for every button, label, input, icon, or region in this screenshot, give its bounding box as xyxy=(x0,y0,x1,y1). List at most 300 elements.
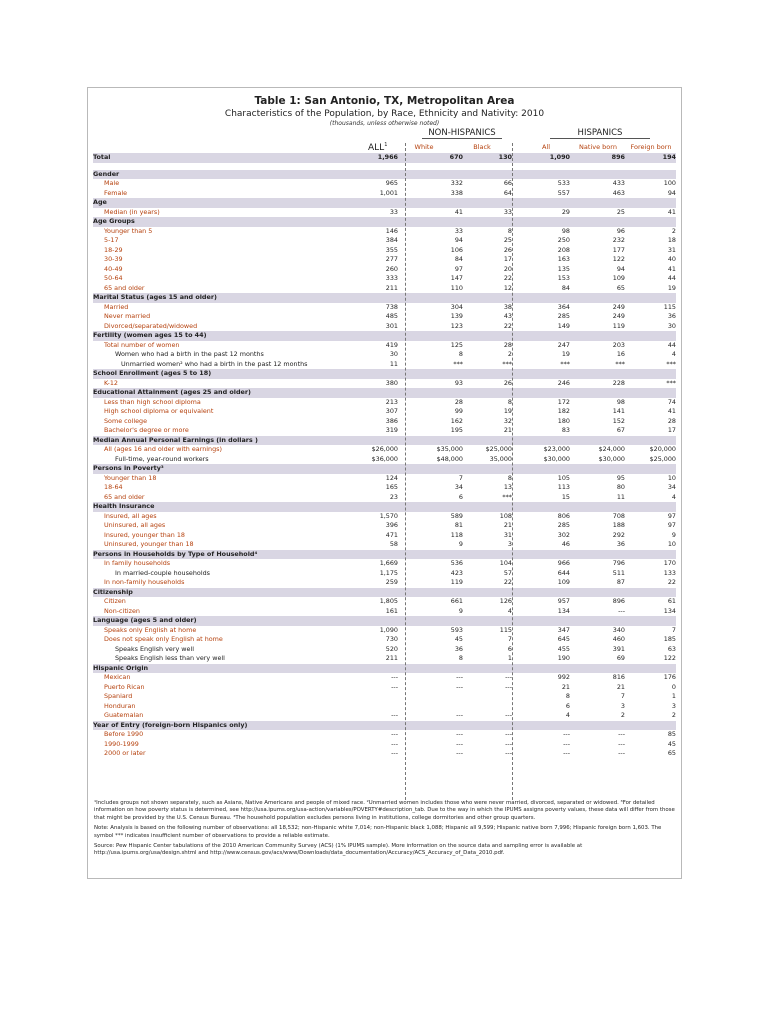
table-cell: 84 xyxy=(561,283,570,292)
table-cell: 520 xyxy=(385,644,398,653)
table-cell: 119 xyxy=(450,578,463,586)
table-cell: 463 xyxy=(612,188,625,197)
table-cell: 2 xyxy=(671,226,676,235)
table-cell xyxy=(625,293,676,303)
table-cell: 188 xyxy=(612,521,625,529)
table-cell: 17 xyxy=(503,255,512,263)
table-cell: 8 xyxy=(458,654,463,662)
table-cell: 46 xyxy=(561,540,570,548)
table-cell: 386 xyxy=(385,416,398,425)
table-cell: 4 xyxy=(671,492,676,501)
document-frame xyxy=(87,87,682,879)
table-cell: 2 xyxy=(507,350,512,358)
table-row xyxy=(93,341,676,351)
row-label: Citizen xyxy=(104,597,126,605)
table-cell: 8 xyxy=(565,692,570,700)
table-row xyxy=(93,360,676,370)
table-row xyxy=(93,246,676,256)
table-cell: 806 xyxy=(557,511,570,520)
table-cell xyxy=(463,388,512,398)
category-label: Age Groups xyxy=(93,217,341,227)
table-cell: --- xyxy=(456,749,463,757)
table-cell: 1,001 xyxy=(379,188,398,197)
table-cell xyxy=(398,198,463,208)
table-cell xyxy=(463,163,512,170)
table-cell: 110 xyxy=(450,283,463,292)
table-row xyxy=(93,208,676,218)
table-cell xyxy=(398,692,463,702)
table-cell: 106 xyxy=(450,245,463,254)
table-cell: 67 xyxy=(616,426,625,434)
table-cell: 44 xyxy=(667,340,676,349)
table-cell xyxy=(341,170,398,180)
table-cell: 285 xyxy=(557,521,570,529)
category-label: Gender xyxy=(93,170,341,180)
table-cell: --- xyxy=(618,739,625,748)
table-cell xyxy=(512,198,570,208)
table-cell: 109 xyxy=(557,578,570,586)
table-cell: 28 xyxy=(503,340,512,349)
table-cell xyxy=(463,331,512,341)
table-cell xyxy=(512,217,570,227)
table-cell xyxy=(625,436,676,446)
table-cell: 34 xyxy=(667,483,676,491)
table-cell: 41 xyxy=(667,264,676,273)
table-cell: $25,000 xyxy=(485,445,512,453)
table-cell: 433 xyxy=(612,179,625,187)
table-cell: --- xyxy=(618,606,625,615)
table-cell: 124 xyxy=(385,473,398,482)
table-cell xyxy=(341,664,398,674)
table-cell xyxy=(463,616,512,626)
table-cell: 8 xyxy=(507,473,512,482)
category-label: Persons in Households by Type of Household⁴ xyxy=(93,550,341,560)
table-row xyxy=(93,227,676,237)
table-cell: 338 xyxy=(450,188,463,197)
category-label: Language (ages 5 and older) xyxy=(93,616,341,626)
table-row xyxy=(93,153,676,163)
table-cell: 63 xyxy=(667,644,676,653)
row-label xyxy=(93,163,341,170)
table-cell: 109 xyxy=(612,274,625,282)
table-row xyxy=(93,711,676,721)
table-cell xyxy=(341,550,398,560)
table-cell: 816 xyxy=(612,673,625,681)
table-cell: 250 xyxy=(557,236,570,244)
table-cell: 896 xyxy=(612,597,625,605)
table-cell xyxy=(512,464,570,474)
table-cell: 122 xyxy=(663,654,676,662)
table-cell xyxy=(463,502,512,512)
table-row xyxy=(93,531,676,541)
table-row xyxy=(93,189,676,199)
table-cell: 118 xyxy=(450,530,463,539)
table-cell: --- xyxy=(391,711,398,719)
table-cell: 40 xyxy=(667,255,676,263)
table-cell: --- xyxy=(456,673,463,681)
category-label: Persons in Poverty³ xyxy=(93,464,341,474)
table-cell: --- xyxy=(618,749,625,757)
table-cell: 347 xyxy=(557,625,570,634)
table-cell: 1,090 xyxy=(512,153,570,163)
table-cell: 16 xyxy=(616,350,625,358)
table-row xyxy=(93,255,676,265)
table-cell: 35,000 xyxy=(489,454,512,463)
table-cell xyxy=(625,388,676,398)
table-cell xyxy=(625,502,676,512)
table-cell: 302 xyxy=(557,530,570,539)
table-cell: 22 xyxy=(503,274,512,282)
table-cell xyxy=(625,170,676,180)
white-header: White xyxy=(414,143,434,151)
category-label: Hispanic Origin xyxy=(93,664,341,674)
category-label: Marital Status (ages 15 and older) xyxy=(93,293,341,303)
table-cell xyxy=(512,388,570,398)
table-cell: 13 xyxy=(503,483,512,491)
row-label: Insured, all ages xyxy=(104,511,157,520)
table-cell: 8 xyxy=(507,397,512,406)
table-cell xyxy=(570,198,625,208)
table-cell: 396 xyxy=(385,521,398,529)
table-cell xyxy=(398,170,463,180)
table-cell: 162 xyxy=(450,416,463,425)
table-cell: 41 xyxy=(667,407,676,415)
table-cell xyxy=(570,170,625,180)
table-cell: 93 xyxy=(454,378,463,387)
row-label: Mexican xyxy=(104,673,131,681)
table-cell xyxy=(570,217,625,227)
table-cell: --- xyxy=(391,739,398,748)
table-cell: 182 xyxy=(557,407,570,415)
table-cell xyxy=(512,664,570,674)
table-cell: 471 xyxy=(385,530,398,539)
table-cell: 113 xyxy=(557,483,570,491)
table-row xyxy=(93,559,676,569)
table-cell: 95 xyxy=(616,473,625,482)
table-cell xyxy=(512,721,570,731)
table-cell: 176 xyxy=(663,673,676,681)
all-header-footnote: 1 xyxy=(384,142,388,148)
table-cell: 65 xyxy=(616,283,625,292)
black-header: Black xyxy=(473,143,491,151)
table-cell: *** xyxy=(560,359,570,368)
table-cell: --- xyxy=(563,730,570,738)
table-cell: 7 xyxy=(458,473,463,482)
table-cell: 6 xyxy=(458,492,463,501)
row-label: Speaks English very well xyxy=(115,644,194,653)
table-cell: 232 xyxy=(612,236,625,244)
hispanic-all-header: All xyxy=(541,143,551,151)
table-cell: 20 xyxy=(503,264,512,273)
table-cell xyxy=(398,331,463,341)
table-cell: 3 xyxy=(620,701,625,710)
table-cell: 163 xyxy=(557,255,570,263)
table-cell: 134 xyxy=(663,606,676,615)
table-cell: 3 xyxy=(507,540,512,548)
table-cell: 64 xyxy=(503,188,512,197)
table-cell: 87 xyxy=(616,578,625,586)
table-cell: 259 xyxy=(385,578,398,586)
table-cell: 153 xyxy=(557,274,570,282)
row-label: Guatemalan xyxy=(104,711,144,719)
category-label: Age xyxy=(93,198,341,208)
table-cell: 957 xyxy=(557,597,570,605)
category-row xyxy=(93,293,676,303)
table-row xyxy=(93,236,676,246)
table-cell: 4 xyxy=(565,711,570,719)
table-row xyxy=(93,692,676,702)
table-cell: 10 xyxy=(667,473,676,482)
row-label: Some college xyxy=(104,416,148,425)
table-cell: 455 xyxy=(557,644,570,653)
table-cell xyxy=(512,502,570,512)
row-label: Unmarried women² who had a birth in the past 12 months xyxy=(121,359,308,368)
table-cell: 533 xyxy=(557,179,570,187)
table-cell: 119 xyxy=(612,321,625,330)
table-cell xyxy=(570,163,625,170)
table-cell: $20,000 xyxy=(649,445,676,453)
row-label: K-12 xyxy=(104,378,118,387)
table-cell: 25 xyxy=(503,236,512,244)
table-row xyxy=(93,740,676,750)
table-cell xyxy=(398,293,463,303)
table-cell xyxy=(512,588,570,598)
table-cell: 355 xyxy=(385,245,398,254)
category-label: Health Insurance xyxy=(93,502,341,512)
table-cell: 170 xyxy=(663,559,676,567)
footnote-observations: Note: Analysis is based on the following number of observations: all 18,532; non-Hispanic white 7,014; non-Hispanic black 1,088; Hispanic all 9,599; Hispanic native born 7,996; Hispanic foreign born 1,603. The symbol *** indicates insufficient number of observations to provide a reliable estimate. xyxy=(94,825,662,839)
table-cell: *** xyxy=(666,359,676,368)
table-cell: 33 xyxy=(503,207,512,216)
table-cell xyxy=(625,369,676,379)
table-cell: 195 xyxy=(450,426,463,434)
category-row xyxy=(93,502,676,512)
native-born-header: Native born xyxy=(579,143,617,151)
table-cell: 557 xyxy=(557,188,570,197)
table-cell xyxy=(512,293,570,303)
table-cell xyxy=(625,217,676,227)
table-cell: $30,000 xyxy=(543,454,570,463)
table-row xyxy=(93,626,676,636)
table-cell: 36 xyxy=(667,312,676,320)
table-cell: 246 xyxy=(557,378,570,387)
table-cell: 185 xyxy=(663,635,676,643)
row-label: Married xyxy=(104,302,129,311)
table-cell: 2 xyxy=(620,711,625,719)
row-label: Uninsured, all ages xyxy=(104,521,166,529)
row-label: Before 1990 xyxy=(104,730,144,738)
table-row xyxy=(93,274,676,284)
table-cell: 133 xyxy=(663,568,676,577)
table-cell: 44 xyxy=(667,274,676,282)
row-label: Spaniard xyxy=(104,692,133,700)
table-cell xyxy=(341,436,398,446)
table-cell: 228 xyxy=(612,378,625,387)
table-cell xyxy=(463,721,512,731)
table-cell: 3 xyxy=(671,701,676,710)
table-cell: 21 xyxy=(503,426,512,434)
table-cell: 22 xyxy=(503,578,512,586)
table-cell: 213 xyxy=(385,397,398,406)
category-row xyxy=(93,464,676,474)
table-cell xyxy=(463,464,512,474)
table-cell: 4 xyxy=(507,606,512,615)
table-cell xyxy=(398,550,463,560)
table-cell xyxy=(570,721,625,731)
table-cell xyxy=(463,198,512,208)
table-cell xyxy=(463,550,512,560)
table-cell: 34 xyxy=(454,483,463,491)
table-cell: *** xyxy=(502,492,512,501)
table-cell: 9 xyxy=(671,530,676,539)
table-cell: 33 xyxy=(389,207,398,216)
table-row xyxy=(93,455,676,465)
table-cell: --- xyxy=(456,730,463,738)
table-cell: 247 xyxy=(557,340,570,349)
table-cell: 593 xyxy=(450,625,463,634)
table-cell: 38 xyxy=(503,302,512,311)
table-cell: 211 xyxy=(385,654,398,662)
table-cell: 8 xyxy=(458,350,463,358)
all-header-label: ALL xyxy=(368,143,385,153)
row-label: In non-family households xyxy=(104,578,185,586)
table-cell: 23 xyxy=(389,492,398,501)
table-cell: 94 xyxy=(454,236,463,244)
table-cell: 423 xyxy=(450,568,463,577)
category-row xyxy=(93,331,676,341)
column-divider xyxy=(405,143,406,800)
category-row xyxy=(93,217,676,227)
table-row xyxy=(93,730,676,740)
table-cell: --- xyxy=(618,730,625,738)
row-label: Male xyxy=(104,179,120,187)
footnote-source: Source: Pew Hispanic Center tabulations of the 2010 American Community Survey (ACS) (1% IPUMS sample). More information on the source data and sampling error is available at http://usa.ipums.org/usa/design.shtml and http://www.census.gov/acs/www/Downloads/data_documentation/Accuracy/ACS_Accuracy_of_Data_2010.pdf. xyxy=(94,843,583,857)
table-cell: 28 xyxy=(454,397,463,406)
table-row xyxy=(93,303,676,313)
row-label: 50-64 xyxy=(104,274,123,282)
row-label: Full-time, year-round workers xyxy=(115,454,209,463)
table-cell: 536 xyxy=(450,559,463,567)
table-cell: 36 xyxy=(454,644,463,653)
table-cell: 301 xyxy=(385,321,398,330)
table-cell: 29 xyxy=(561,207,570,216)
table-cell xyxy=(463,436,512,446)
table-cell xyxy=(341,588,398,598)
table-cell: 364 xyxy=(557,302,570,311)
table-cell: --- xyxy=(391,749,398,757)
table-cell: 26 xyxy=(503,378,512,387)
category-row xyxy=(93,436,676,446)
table-cell xyxy=(463,217,512,227)
table-cell xyxy=(625,664,676,674)
table-cell: 139 xyxy=(450,312,463,320)
table-cell xyxy=(570,331,625,341)
table-cell xyxy=(398,217,463,227)
table-cell: $26,000 xyxy=(371,445,398,453)
table-cell: 1,966 xyxy=(341,153,398,163)
table-cell: 249 xyxy=(612,302,625,311)
table-row xyxy=(93,635,676,645)
category-label: School Enrollment (ages 5 to 18) xyxy=(93,369,341,379)
table-row xyxy=(93,407,676,417)
table-cell: 645 xyxy=(557,635,570,643)
table-cell: 319 xyxy=(385,426,398,434)
table-cell xyxy=(570,464,625,474)
row-label: 18-29 xyxy=(104,245,123,254)
table-cell xyxy=(625,616,676,626)
row-label: 40-49 xyxy=(104,264,123,273)
table-cell xyxy=(398,588,463,598)
table-cell xyxy=(512,616,570,626)
table-cell: 98 xyxy=(616,397,625,406)
table-cell xyxy=(463,170,512,180)
table-cell xyxy=(570,664,625,674)
row-label: Total number of women xyxy=(104,340,180,349)
table-cell: 146 xyxy=(385,226,398,235)
hispanics-header: HISPANICS xyxy=(550,128,650,139)
table-cell: 249 xyxy=(612,312,625,320)
table-cell: 122 xyxy=(612,255,625,263)
row-label: Bachelor's degree or more xyxy=(104,426,189,434)
row-label: Non-citizen xyxy=(104,606,140,615)
table-row xyxy=(93,540,676,550)
table-cell: 105 xyxy=(557,473,570,482)
category-row xyxy=(93,588,676,598)
table-cell: --- xyxy=(456,711,463,719)
table-cell: 32 xyxy=(503,416,512,425)
table-cell xyxy=(463,588,512,598)
table-cell: 333 xyxy=(385,274,398,282)
table-cell: 277 xyxy=(385,255,398,263)
category-row xyxy=(93,170,676,180)
table-row xyxy=(93,493,676,503)
category-label: Educational Attainment (ages 25 and older) xyxy=(93,388,341,398)
table-cell xyxy=(398,702,463,712)
table-cell xyxy=(570,588,625,598)
table-cell: 21 xyxy=(561,682,570,691)
category-row xyxy=(93,550,676,560)
row-label: Insured, younger than 18 xyxy=(104,530,185,539)
table-row xyxy=(93,749,676,759)
table-row xyxy=(93,426,676,436)
row-label: Median (in years) xyxy=(104,207,160,216)
table-cell: 419 xyxy=(385,340,398,349)
table-cell xyxy=(463,369,512,379)
table-cell: 1,805 xyxy=(379,597,398,605)
row-label: Younger than 18 xyxy=(104,473,157,482)
table-cell: 1 xyxy=(507,654,512,662)
table-row xyxy=(93,398,676,408)
table-cell: --- xyxy=(563,739,570,748)
table-cell xyxy=(398,616,463,626)
row-label: Puerto Rican xyxy=(104,682,145,691)
table-cell: 57 xyxy=(503,568,512,577)
row-label: 1990-1999 xyxy=(104,739,139,748)
table-cell: 0 xyxy=(671,682,676,691)
table-cell: 25 xyxy=(616,207,625,216)
table-cell xyxy=(398,436,463,446)
row-label: 65 and older xyxy=(104,283,145,292)
table-cell: 115 xyxy=(663,302,676,311)
table-cell: 126 xyxy=(499,597,512,605)
table-cell xyxy=(625,331,676,341)
table-cell: 97 xyxy=(667,511,676,520)
table-cell: 485 xyxy=(385,312,398,320)
table-row xyxy=(93,474,676,484)
table-cell: $23,000 xyxy=(543,445,570,453)
table-cell xyxy=(341,502,398,512)
table-cell xyxy=(341,721,398,731)
